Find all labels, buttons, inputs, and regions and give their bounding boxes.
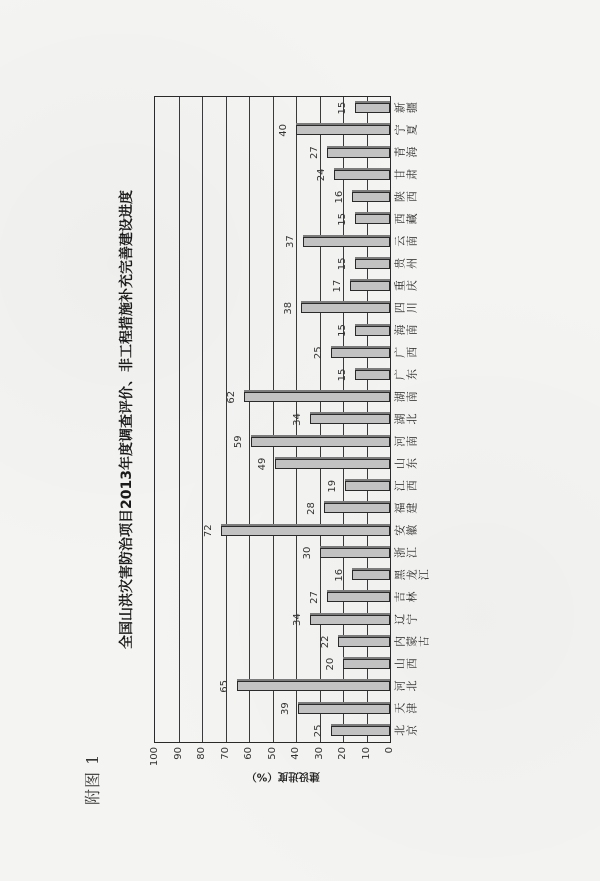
category-label-27: 宁夏: [394, 123, 418, 137]
category-label-10: 福建: [394, 501, 418, 515]
value-label-13: 59: [233, 435, 245, 449]
category-label-15: 湖南: [394, 390, 418, 404]
category-label-1: 天津: [394, 702, 418, 716]
category-label-21: 贵州: [394, 257, 418, 271]
y-tick-label-20: 20: [337, 747, 348, 760]
bar-7: [352, 570, 390, 580]
value-label-7: 16: [334, 568, 346, 582]
value-label-3: 20: [325, 657, 336, 671]
value-label-5: 34: [292, 613, 304, 627]
category-label-22: 云南: [394, 235, 418, 249]
category-label-14: 湖北: [394, 413, 418, 426]
category-label-18: 海南: [394, 324, 418, 338]
chart-title: 全国山洪灾害防治项目2013年度调查评价、非工程措施补充完善建设进度: [119, 190, 135, 649]
bar-17: [331, 348, 390, 358]
value-label-1: 39: [280, 702, 292, 716]
bar-22: [303, 237, 390, 247]
bar-0: [331, 726, 390, 736]
category-label-20: 重庆: [394, 279, 418, 293]
category-label-16: 广东: [394, 368, 418, 382]
value-label-26: 27: [308, 146, 320, 159]
category-label-24: 陕西: [394, 190, 418, 204]
value-label-2: 65: [219, 680, 231, 693]
value-label-22: 37: [285, 235, 297, 248]
value-label-8: 30: [301, 546, 313, 560]
category-label-19: 四川: [394, 301, 418, 315]
category-label-5: 辽宁: [394, 613, 418, 627]
bar-6: [327, 592, 390, 602]
bar-1: [298, 704, 390, 714]
bar-23: [355, 214, 390, 224]
value-label-19: 38: [282, 301, 294, 315]
y-tick-label-10: 10: [360, 747, 372, 760]
y-tick-label-80: 80: [196, 747, 207, 760]
y-tick-label-0: 0: [384, 747, 395, 754]
category-label-8: 浙江: [394, 546, 418, 560]
category-label-0: 北京: [394, 724, 418, 738]
bar-24: [352, 192, 390, 202]
bar-11: [345, 481, 390, 491]
value-label-10: 28: [306, 502, 318, 515]
gridline-50: [273, 97, 274, 742]
value-label-14: 34: [292, 413, 304, 426]
bar-3: [343, 659, 390, 669]
bar-14: [310, 415, 390, 425]
gridline-60: [249, 97, 250, 742]
bar-5: [310, 615, 390, 625]
y-axis-title: 建设进度（%）: [246, 770, 320, 783]
value-label-20: 17: [332, 279, 344, 293]
figure-label: 附图 1: [83, 753, 102, 805]
y-tick-label-30: 30: [313, 747, 325, 760]
bar-9: [221, 526, 390, 536]
bar-12: [275, 459, 390, 469]
category-label-6: 吉林: [394, 590, 418, 604]
category-label-28: 新疆: [394, 101, 418, 115]
gridline-80: [202, 97, 203, 742]
category-label-9: 安徽: [394, 524, 418, 538]
value-label-25: 24: [315, 168, 327, 182]
category-label-13: 河南: [394, 435, 418, 449]
bar-4: [338, 637, 390, 647]
y-tick-label-60: 60: [243, 747, 254, 760]
category-label-17: 广西: [394, 346, 418, 360]
category-label-3: 山西: [394, 657, 418, 671]
bar-18: [355, 326, 390, 336]
value-label-15: 62: [226, 390, 238, 404]
y-tick-label-40: 40: [290, 747, 301, 760]
gridline-70: [226, 97, 227, 742]
bar-13: [251, 437, 390, 447]
category-label-12: 山东: [394, 457, 418, 471]
y-tick-label-50: 50: [266, 747, 278, 760]
y-tick-label-90: 90: [172, 747, 184, 760]
bar-16: [355, 370, 390, 380]
value-label-21: 15: [336, 257, 348, 271]
value-label-9: 72: [202, 524, 214, 538]
value-label-28: 15: [336, 101, 348, 115]
value-label-4: 22: [320, 635, 332, 649]
category-label-4: 内蒙古: [394, 635, 430, 649]
value-label-23: 15: [336, 212, 348, 226]
category-label-23: 西藏: [394, 212, 418, 226]
value-label-18: 15: [336, 324, 348, 337]
category-label-7: 黑龙江: [394, 568, 430, 582]
bar-19: [301, 303, 390, 313]
category-label-2: 河北: [394, 679, 418, 693]
value-label-0: 25: [313, 724, 325, 738]
bar-20: [350, 281, 390, 291]
bar-26: [327, 148, 390, 158]
bar-25: [334, 170, 390, 180]
value-label-11: 19: [327, 479, 339, 493]
bar-10: [324, 503, 390, 513]
value-label-24: 16: [334, 190, 346, 204]
value-label-27: 40: [278, 124, 289, 137]
value-label-17: 25: [313, 346, 325, 360]
value-label-12: 49: [256, 457, 268, 471]
bar-2: [237, 681, 390, 691]
bar-8: [320, 548, 391, 558]
y-tick-label-100: 100: [149, 747, 160, 767]
bar-27: [296, 125, 390, 135]
category-label-11: 江西: [394, 479, 418, 493]
y-tick-label-70: 70: [219, 747, 231, 760]
value-label-6: 27: [308, 591, 320, 604]
gridline-90: [179, 97, 180, 742]
value-label-16: 15: [336, 368, 348, 382]
bar-21: [355, 259, 390, 269]
bar-15: [244, 392, 390, 402]
category-label-26: 青海: [394, 146, 418, 160]
category-label-25: 甘肃: [394, 168, 418, 182]
bar-28: [355, 103, 390, 113]
plot-area: [155, 97, 390, 742]
